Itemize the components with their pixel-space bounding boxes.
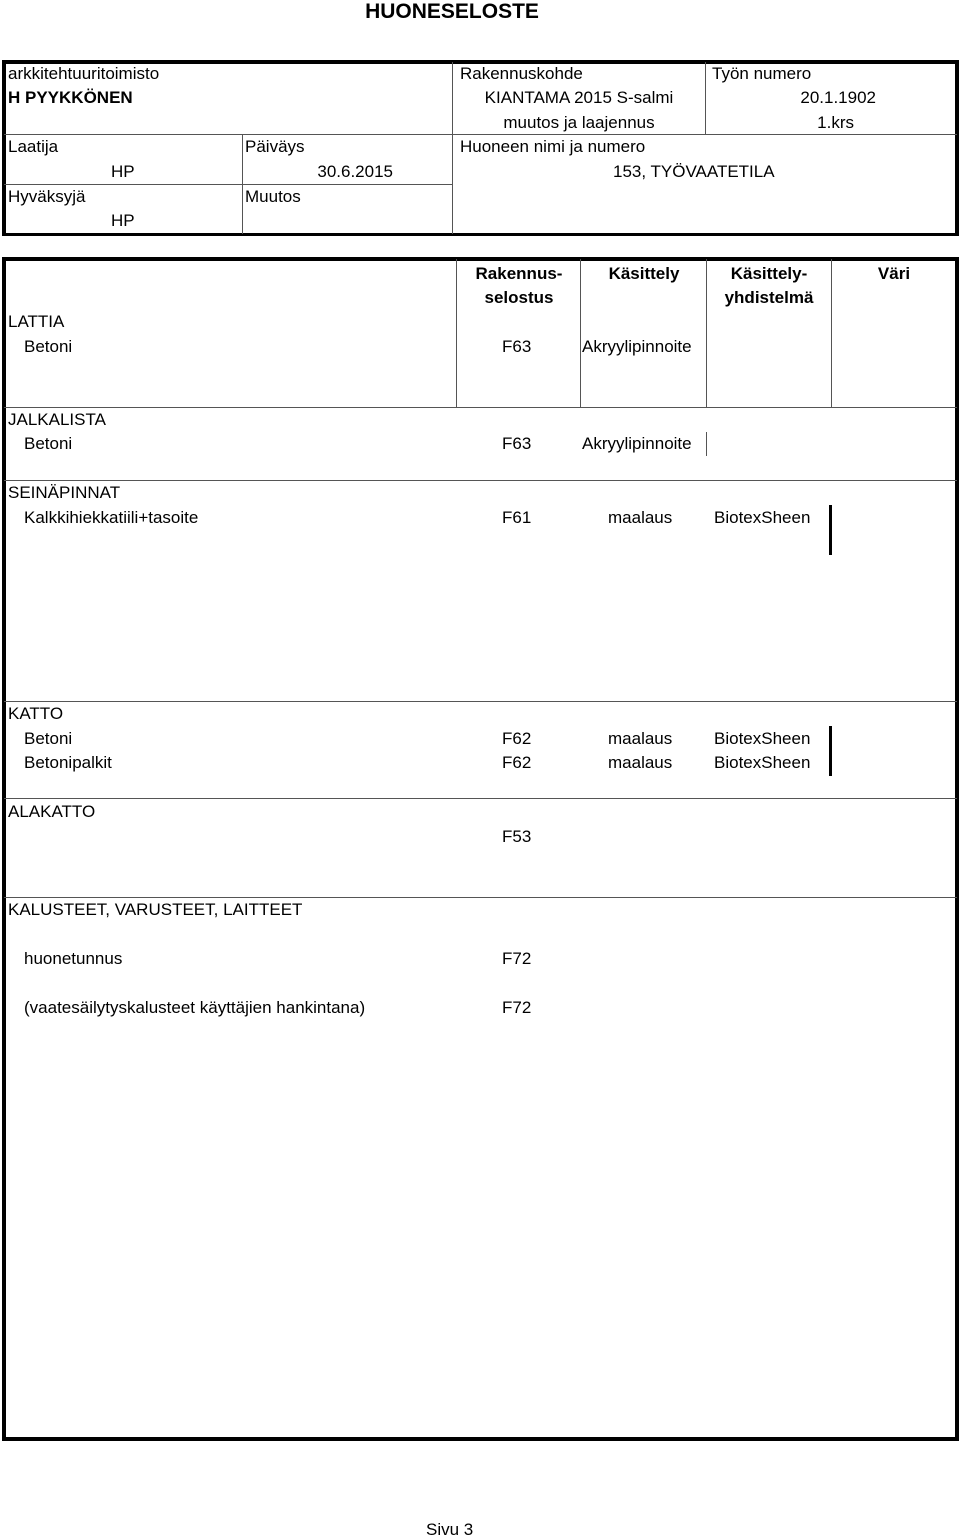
row-spec: F61 (502, 508, 532, 527)
section-title-furniture: KALUSTEET, VARUSTEET, LAITTEET (8, 900, 303, 919)
section-title-walls: SEINÄPINNAT (8, 483, 121, 502)
project-label: Rakennuskohde (460, 64, 583, 83)
row-material: (vaatesäilytyskalusteet käyttäjien hankintana) (24, 998, 366, 1017)
change-label: Muutos (245, 187, 301, 206)
row-spec: F53 (502, 827, 532, 846)
row-material: huonetunnus (24, 949, 123, 968)
row-spec: F63 (502, 434, 532, 453)
project-line2: muutos ja laajennus (503, 113, 655, 132)
row-spec: F62 (502, 729, 532, 748)
row-material: Kalkkihiekkatiili+tasoite (24, 508, 199, 527)
col-combo-line2: yhdistelmä (724, 288, 814, 307)
row-spec: F72 (502, 998, 532, 1017)
project-line1: KIANTAMA 2015 S-salmi (484, 88, 674, 107)
section-title-suspended: ALAKATTO (8, 802, 96, 821)
row-treatment: maalaus (608, 508, 673, 527)
page-number: Sivu 3 (426, 1520, 474, 1539)
row-treatment: Akryylipinnoite (582, 434, 692, 453)
room-label: Huoneen nimi ja numero (460, 137, 646, 156)
approver-value: HP (111, 211, 135, 230)
job-value: 20.1.1902 (800, 88, 876, 107)
section-title-ceiling: KATTO (8, 704, 64, 723)
office-value: H PYYKKÖNEN (8, 88, 133, 107)
job-label: Työn numero (712, 64, 812, 83)
row-combo: BiotexSheen (714, 753, 811, 772)
approver-label: Hyväksyjä (8, 187, 86, 206)
row-combo: BiotexSheen (714, 508, 811, 527)
row-material: Betoni (24, 434, 73, 453)
col-treatment: Käsittely (608, 264, 680, 283)
row-treatment: maalaus (608, 753, 673, 772)
author-label: Laatija (8, 137, 59, 156)
row-treatment: maalaus (608, 729, 673, 748)
row-spec: F62 (502, 753, 532, 772)
floor-value: 1.krs (817, 113, 854, 132)
col-combo-line1: Käsittely- (730, 264, 808, 283)
col-color: Väri (877, 264, 911, 283)
date-label: Päiväys (245, 137, 305, 156)
room-value: 153, TYÖVAATETILA (613, 162, 775, 181)
date-value: 30.6.2015 (317, 162, 393, 181)
page-title: HUONESELOSTE (365, 0, 539, 23)
section-title-floor: LATTIA (8, 312, 65, 331)
office-label: arkkitehtuuritoimisto (8, 64, 160, 83)
row-material: Betonipalkit (24, 753, 112, 772)
row-material: Betoni (24, 337, 73, 356)
row-material: Betoni (24, 729, 73, 748)
row-spec: F63 (502, 337, 532, 356)
author-value: HP (111, 162, 135, 181)
row-combo: BiotexSheen (714, 729, 811, 748)
row-treatment: Akryylipinnoite (582, 337, 692, 356)
col-spec-line2: selostus (484, 288, 554, 307)
section-title-skirting: JALKALISTA (8, 410, 106, 429)
row-spec: F72 (502, 949, 532, 968)
col-spec-line1: Rakennus- (475, 264, 563, 283)
